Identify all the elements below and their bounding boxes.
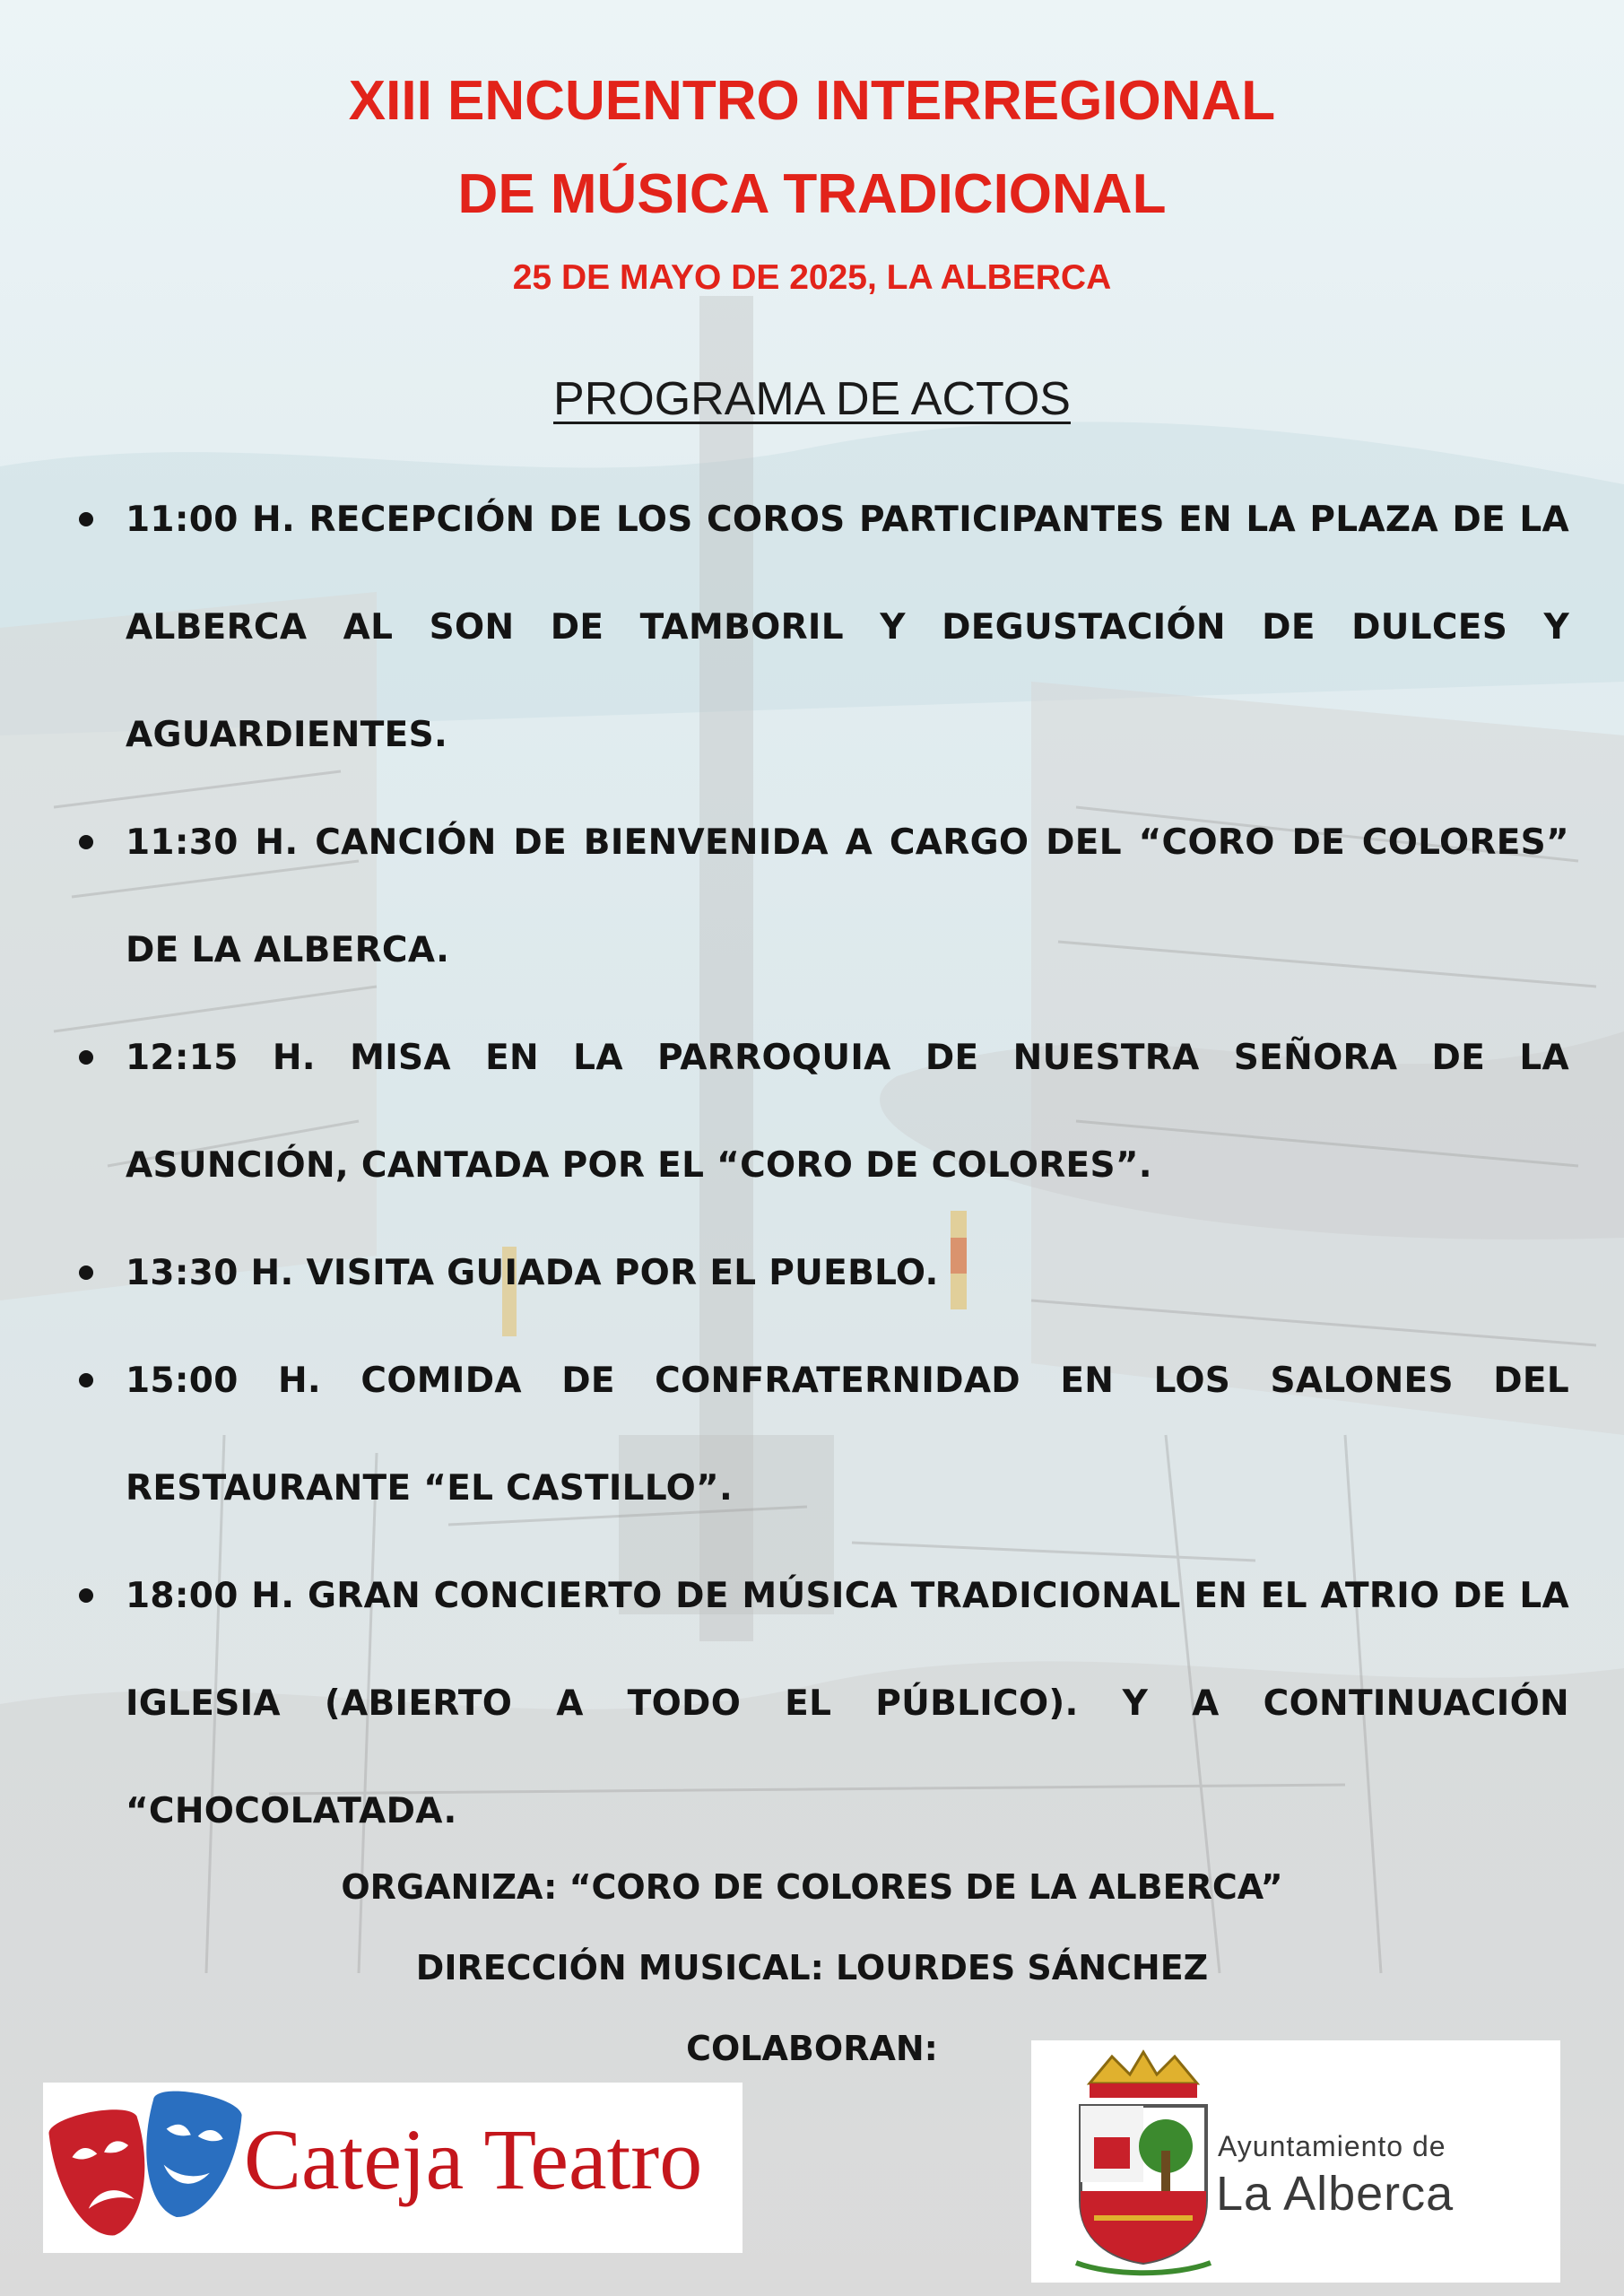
bullet-icon — [79, 1265, 93, 1280]
bullet-icon — [79, 1588, 93, 1603]
event-text: 12:15 H. MISA EN LA PARROQUIA DE NUESTRA SEÑORA DE LA ASUNCIÓN, CANTADA POR EL “CORO DE COLORES”. — [126, 1038, 1569, 1186]
event-text: 11:30 H. CANCIÓN DE BIENVENIDA A CARGO DEL “CORO DE COLORES” DE LA ALBERCA. — [126, 822, 1569, 970]
bullet-icon — [79, 512, 93, 526]
event-text: 13:30 H. VISITA GUIADA POR EL PUEBLO. — [126, 1253, 939, 1293]
event-text: 18:00 H. GRAN CONCIERTO DE MÚSICA TRADICIONAL EN EL ATRIO DE LA IGLESIA (ABIERTO A TODO EL PÚBLICO). Y A CONTINUACIÓN “CHOCOLATADA. — [126, 1576, 1569, 1831]
bullet-icon — [79, 1050, 93, 1065]
event-item — [54, 1004, 1569, 1220]
event-title-line-2: DE MÚSICA TRADICIONAL — [457, 163, 1167, 225]
organizer-line: ORGANIZA: “CORO DE COLORES DE LA ALBERCA” — [341, 1867, 1283, 1907]
la-alberca-label: La Alberca — [1216, 2167, 1455, 2221]
cateja-teatro-logo — [43, 2083, 743, 2253]
cateja-teatro-name: Cateja Teatro — [244, 2111, 703, 2207]
programa-heading-text: PROGRAMA DE ACTOS — [553, 373, 1071, 425]
event-text: 15:00 H. COMIDA DE CONFRATERNIDAD EN LOS SALONES DEL RESTAURANTE “EL CASTILLO”. — [126, 1361, 1569, 1509]
event-date-place: 25 DE MAYO DE 2025, LA ALBERCA — [512, 258, 1112, 297]
event-item — [54, 1220, 1569, 1327]
event-list — [54, 466, 1569, 1866]
coat-of-arms-icon — [1058, 2048, 1229, 2276]
theater-masks-icon — [43, 2088, 249, 2248]
event-item — [54, 466, 1569, 789]
collaborators-label: COLABORAN: — [686, 2029, 938, 2068]
event-title-line-1: XIII ENCUENTRO INTERREGIONAL — [348, 70, 1276, 132]
bullet-icon — [79, 1373, 93, 1387]
musical-director-line: DIRECCIÓN MUSICAL: LOURDES SÁNCHEZ — [415, 1948, 1209, 1987]
event-item — [54, 1543, 1569, 1866]
programa-heading — [0, 375, 1624, 424]
ayuntamiento-la-alberca-logo — [1031, 2040, 1560, 2283]
event-item — [54, 789, 1569, 1004]
event-item — [54, 1327, 1569, 1543]
ayuntamiento-label: Ayuntamiento de — [1218, 2130, 1446, 2162]
bullet-icon — [79, 835, 93, 849]
event-text: 11:00 H. RECEPCIÓN DE LOS COROS PARTICIPANTES EN LA PLAZA DE LA ALBERCA AL SON DE TAMBORIL Y DEGUSTACIÓN DE DULCES Y AGUARDIENTES. — [126, 500, 1569, 755]
